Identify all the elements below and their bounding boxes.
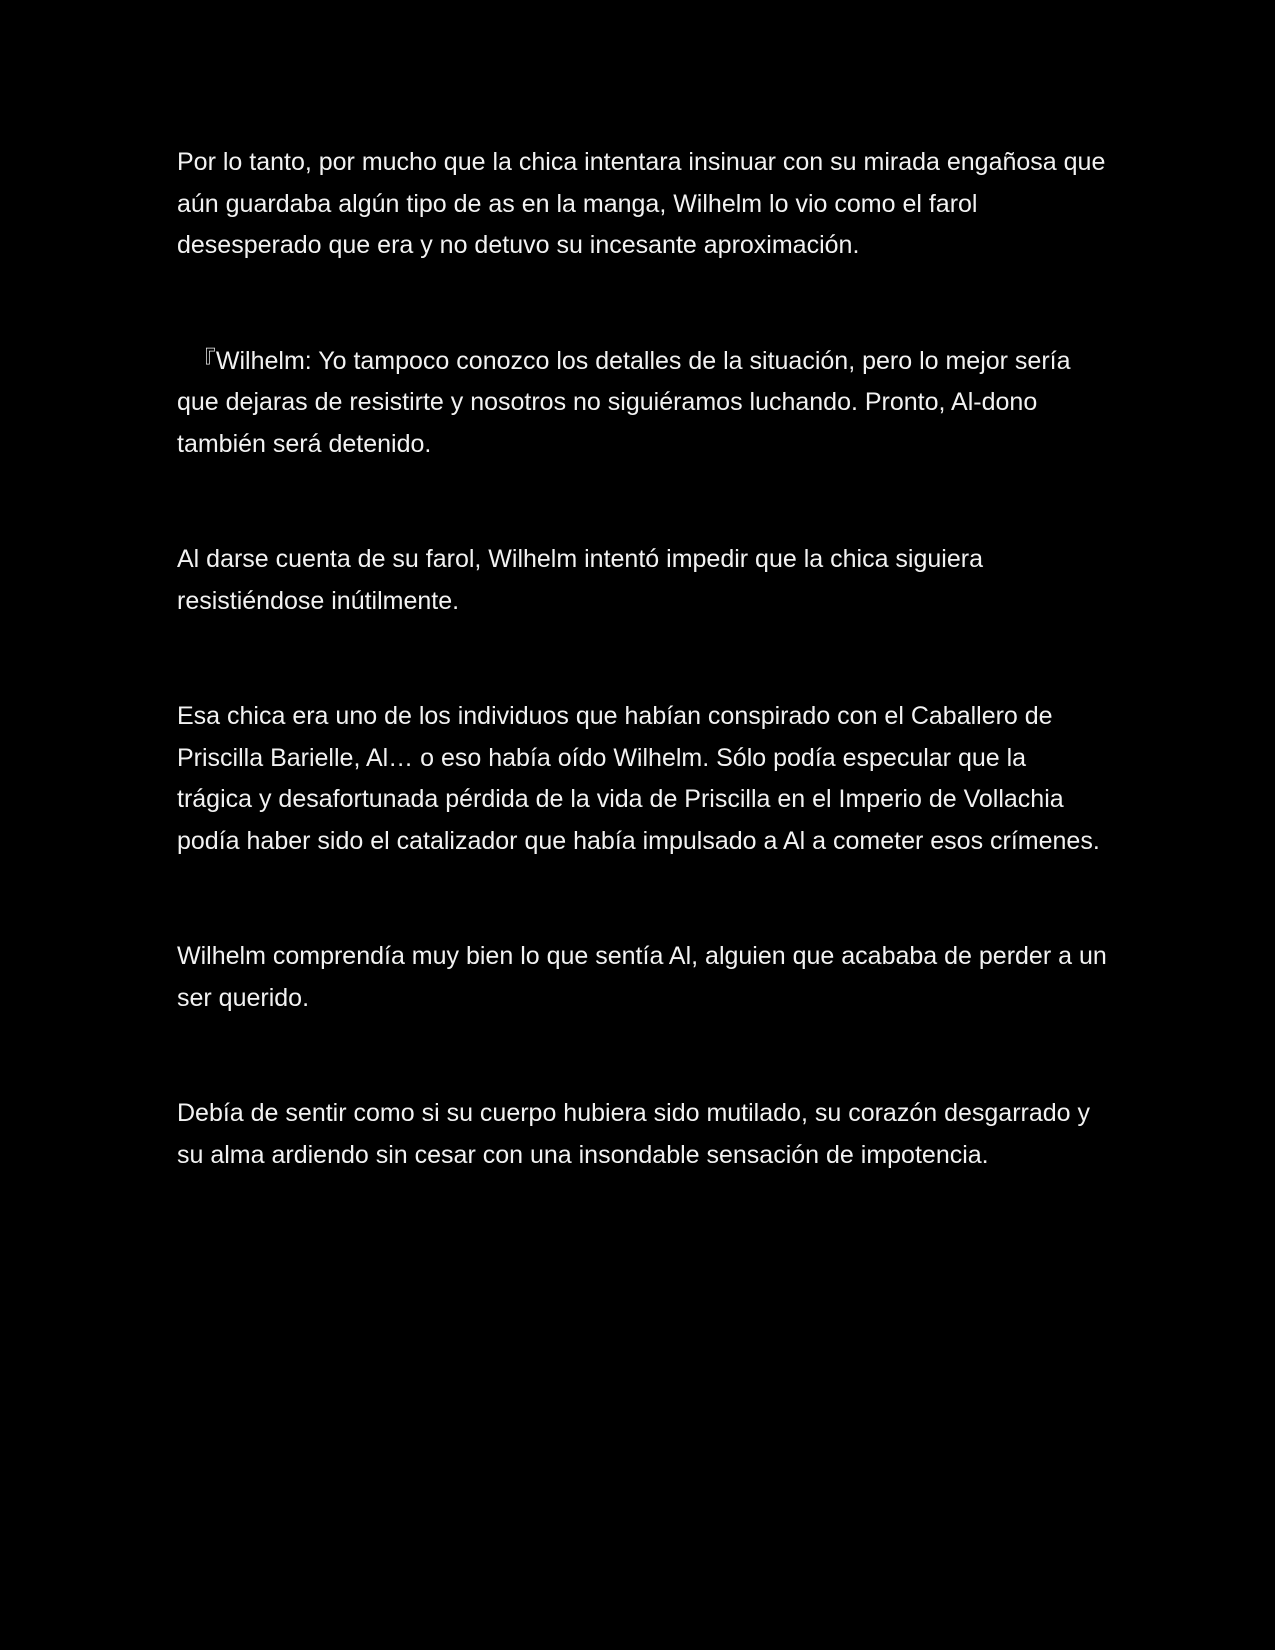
paragraph-5: Wilhelm comprendía muy bien lo que sentía Al, alguien que acababa de perder a un ser querido. bbox=[177, 942, 1107, 1012]
paragraph-2-dialogue: 『Wilhelm: Yo tampoco conozco los detalles de la situación, pero lo mejor sería que dejaras de resistirte y nosotros no siguiéramos luchando. Pronto, Al-dono también será detenido. bbox=[177, 346, 1071, 458]
document-body bbox=[177, 142, 1107, 1176]
paragraph-1: Por lo tanto, por mucho que la chica intentara insinuar con su mirada engañosa que aún guardaba algún tipo de as en la manga, Wilhelm lo vio como el farol desesperado que era y no detuvo su incesante aproximación. bbox=[177, 148, 1106, 259]
paragraph-3: Al darse cuenta de su farol, Wilhelm intentó impedir que la chica siguiera resistiéndose inútilmente. bbox=[177, 545, 983, 615]
paragraph-4: Esa chica era uno de los individuos que habían conspirado con el Caballero de Priscilla Barielle, Al… o eso había oído Wilhelm. Sólo podía especular que la trágica y desafortunada pérdida de la vida de Priscilla en el Imperio de Vollachia podía haber sido el catalizador que había impulsado a Al a cometer esos crímenes. bbox=[177, 702, 1100, 855]
paragraph-6: Debía de sentir como si su cuerpo hubiera sido mutilado, su corazón desgarrado y su alma ardiendo sin cesar con una insondable sensación de impotencia. bbox=[177, 1099, 1091, 1169]
